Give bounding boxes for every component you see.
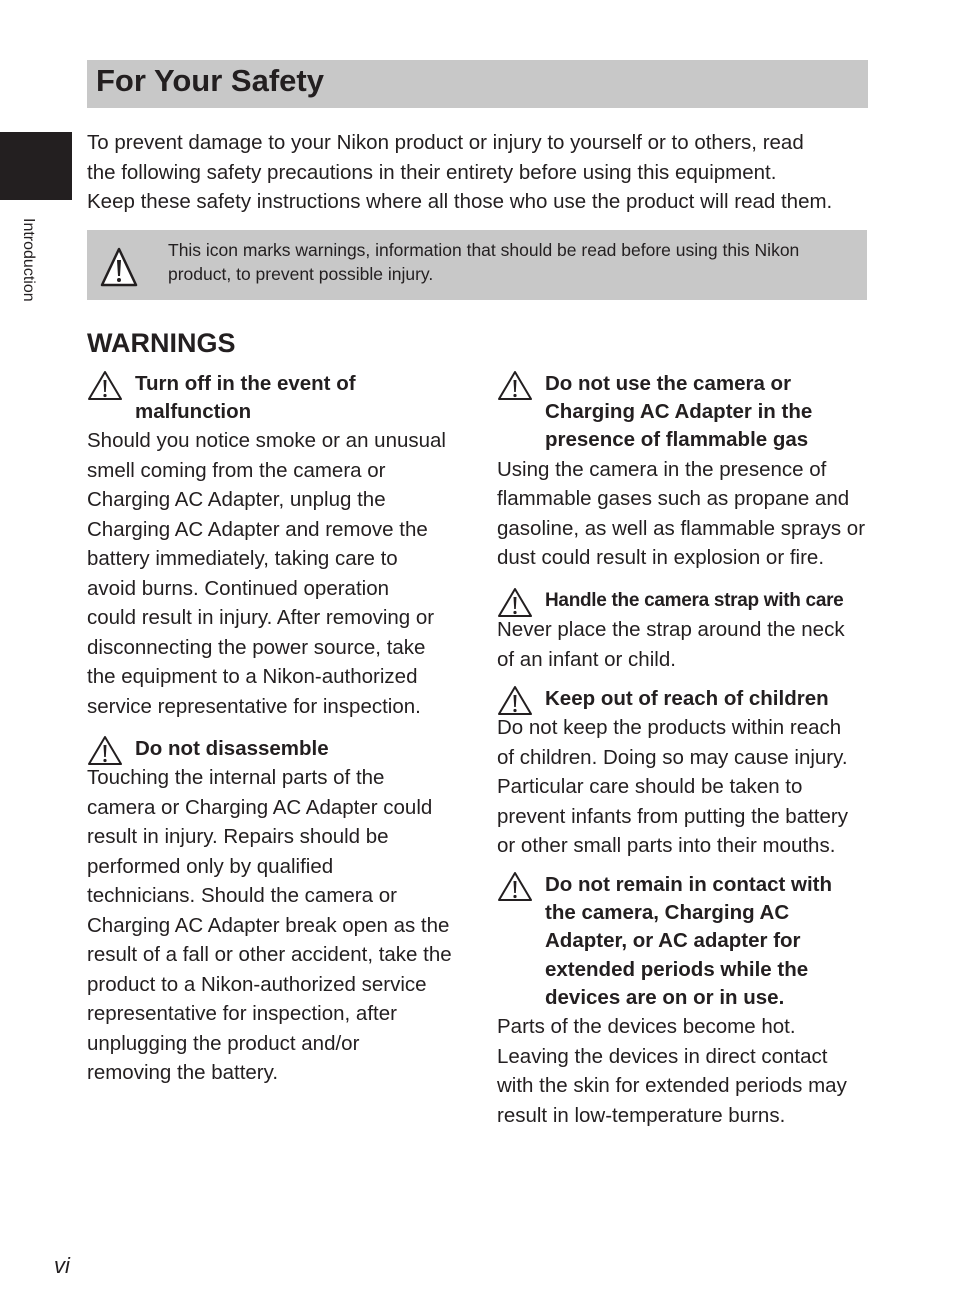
- warning-body-line: technicians. Should the camera or: [87, 884, 397, 908]
- warning-flammable-gas: [497, 370, 877, 573]
- warning-body-line: battery immediately, taking care to: [87, 547, 398, 571]
- warning-prolonged-contact: [497, 871, 877, 1130]
- note-line: product, to prevent possible injury.: [168, 263, 434, 284]
- warning-heading: [545, 871, 877, 1012]
- warning-heading-line: Keep out of reach of children: [545, 687, 829, 710]
- warning-body-line: could result in injury. After removing or: [87, 606, 435, 630]
- intro-line: the following safety precautions in their entirety before using this equipment.: [87, 160, 777, 184]
- page-number: vi: [54, 1253, 70, 1278]
- warning-heading-line: Handle the camera strap with care: [545, 590, 844, 611]
- warning-triangle-icon: [497, 871, 533, 903]
- warnings-heading: WARNINGS: [87, 328, 236, 358]
- warning-heading: [545, 370, 877, 455]
- warning-body-line: unplugging the product and/or: [87, 1031, 360, 1055]
- warning-heading: [545, 685, 877, 713]
- warning-body-line: avoid burns. Continued operation: [87, 576, 390, 600]
- warning-malfunction: [87, 370, 467, 721]
- warning-camera-strap: [497, 587, 877, 674]
- warning-body: [497, 455, 877, 573]
- warning-body: [497, 713, 877, 861]
- warning-heading-line: Charging AC Adapter in the: [545, 400, 813, 424]
- title-bar: [87, 60, 868, 108]
- warning-heading-line: presence of flammable gas: [545, 428, 809, 452]
- warning-body-line: Charging AC Adapter, unplug the: [87, 488, 386, 512]
- warning-heading-line: Do not disassemble: [135, 737, 329, 760]
- warning-body-line: Particular care should be taken to: [497, 775, 803, 799]
- warning-body-line: performed only by qualified: [87, 854, 334, 878]
- warning-heading-line: malfunction: [135, 400, 252, 424]
- warning-body-line: Using the camera in the presence of: [497, 457, 827, 481]
- warning-body: [87, 426, 467, 721]
- warning-body-line: Should you notice smoke or an unusual: [87, 429, 446, 453]
- warning-heading: [135, 370, 467, 426]
- warning-body-line: Charging AC Adapter break open as the: [87, 913, 450, 937]
- warning-body-line: with the skin for extended periods may: [497, 1074, 847, 1098]
- warning-body-line: disconnecting the power source, take: [87, 635, 426, 659]
- intro-paragraph: [87, 128, 877, 217]
- warning-body-line: Never place the strap around the neck: [497, 618, 845, 642]
- warning-body-line: or other small parts into their mouths.: [497, 834, 836, 858]
- note-line: This icon marks warnings, information that should be read before using this Nikon: [168, 240, 800, 260]
- warning-body-line: prevent infants from putting the battery: [497, 804, 848, 828]
- warning-triangle-icon: [87, 370, 123, 402]
- safety-note-box: [87, 230, 867, 300]
- warning-body-line: removing the battery.: [87, 1061, 279, 1085]
- warning-body-line: Do not keep the products within reach: [497, 716, 842, 740]
- warning-body-line: result in low-temperature burns.: [497, 1103, 786, 1127]
- warning-children: [497, 685, 877, 861]
- warning-heading: [545, 587, 877, 615]
- warning-heading-line: Turn off in the event of: [135, 372, 356, 395]
- warning-body-line: representative for inspection, after: [87, 1002, 397, 1026]
- warning-body-line: dust could result in explosion or fire.: [497, 546, 825, 570]
- warning-body-line: product to a Nikon-authorized service: [87, 972, 427, 996]
- section-tab: [0, 132, 72, 200]
- warning-triangle-icon: [100, 246, 138, 288]
- warning-body-line: the equipment to a Nikon-authorized: [87, 665, 418, 689]
- warning-body-line: smell coming from the camera or: [87, 458, 386, 482]
- warning-body: [87, 763, 467, 1088]
- warning-body-line: result in injury. Repairs should be: [87, 825, 389, 849]
- warning-disassemble: [87, 735, 467, 1088]
- warning-heading-line: Do not remain in contact with: [545, 873, 833, 896]
- page-title: For Your Safety: [96, 63, 324, 98]
- warning-body-line: Charging AC Adapter and remove the: [87, 517, 428, 541]
- warning-body-line: result of a fall or other accident, take the: [87, 943, 452, 967]
- warning-body-line: Leaving the devices in direct contact: [497, 1044, 828, 1068]
- warning-heading-line: Adapter, or AC adapter for: [545, 929, 801, 953]
- warning-heading-line: the camera, Charging AC: [545, 901, 790, 925]
- warning-heading-line: devices are on or in use.: [545, 985, 785, 1009]
- warning-body-line: camera or Charging AC Adapter could: [87, 795, 433, 819]
- warning-body-line: Touching the internal parts of the: [87, 766, 385, 790]
- section-label: Introduction: [20, 218, 37, 302]
- warning-body-line: gasoline, as well as flammable sprays or: [497, 516, 866, 540]
- safety-note-text: [168, 239, 799, 286]
- warning-triangle-icon: [497, 587, 533, 619]
- intro-line: Keep these safety instructions where all those who use the product will read them.: [87, 190, 833, 213]
- warning-body-line: flammable gases such as propane and: [497, 487, 850, 511]
- warning-triangle-icon: [87, 735, 123, 767]
- warning-heading-line: extended periods while the: [545, 957, 809, 981]
- warning-heading: [135, 735, 467, 763]
- warning-triangle-icon: [497, 370, 533, 402]
- warning-body-line: Parts of the devices become hot.: [497, 1015, 796, 1039]
- warning-body: [497, 1012, 877, 1130]
- warning-heading-line: Do not use the camera or: [545, 372, 792, 395]
- warning-body-line: of children. Doing so may cause injury.: [497, 745, 848, 769]
- warning-body-line: service representative for inspection.: [87, 694, 421, 718]
- warning-body-line: of an infant or child.: [497, 647, 676, 671]
- warning-triangle-icon: [497, 685, 533, 717]
- warning-body: [497, 615, 877, 674]
- intro-line: To prevent damage to your Nikon product or injury to yourself or to others, read: [87, 131, 804, 154]
